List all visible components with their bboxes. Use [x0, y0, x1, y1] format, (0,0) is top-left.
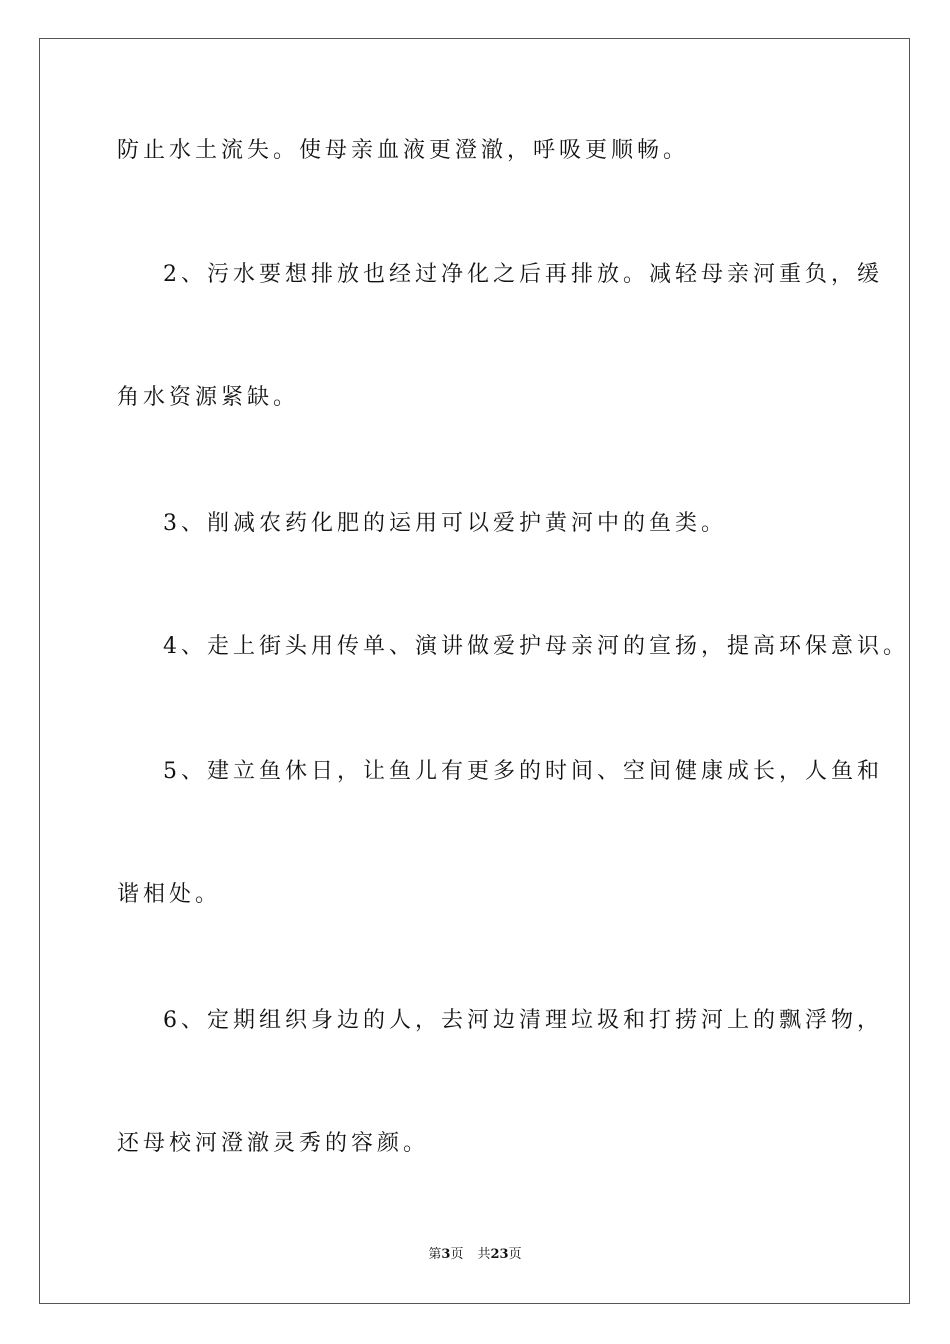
- paragraph-line: 2、污水要想排放也经过净化之后再排放。减轻母亲河重负，缓: [163, 262, 883, 287]
- page-border: [39, 38, 910, 1304]
- footer-total-suffix: 页: [508, 1247, 522, 1262]
- paragraph-line: 还母校河澄澈灵秀的容颜。: [117, 1131, 430, 1156]
- footer-total-prefix: 共: [477, 1247, 491, 1262]
- paragraph-line: 5、建立鱼休日，让鱼儿有更多的时间、空间健康成长，人鱼和: [163, 759, 883, 784]
- paragraph-line: 防止水土流失。使母亲血液更澄澈，呼吸更顺畅。: [117, 138, 690, 163]
- paragraph-line: 6、定期组织身边的人，去河边清理垃圾和打捞河上的飘浮物，: [163, 1008, 883, 1033]
- paragraph-line: 3、削减农药化肥的运用可以爱护黄河中的鱼类。: [163, 511, 727, 536]
- paragraph-line: 谐相处。: [117, 882, 222, 907]
- footer-page-number: 3: [441, 1247, 451, 1262]
- paragraph-line: 角水资源紧缺。: [117, 385, 300, 410]
- page-footer: [0, 1247, 950, 1263]
- footer-page-suffix: 页: [450, 1247, 464, 1262]
- paragraph-line: 4、走上街头用传单、演讲做爱护母亲河的宣扬，提高环保意识。: [163, 634, 909, 659]
- footer-total-number: 23: [490, 1247, 509, 1262]
- footer-page-prefix: 第: [428, 1247, 442, 1262]
